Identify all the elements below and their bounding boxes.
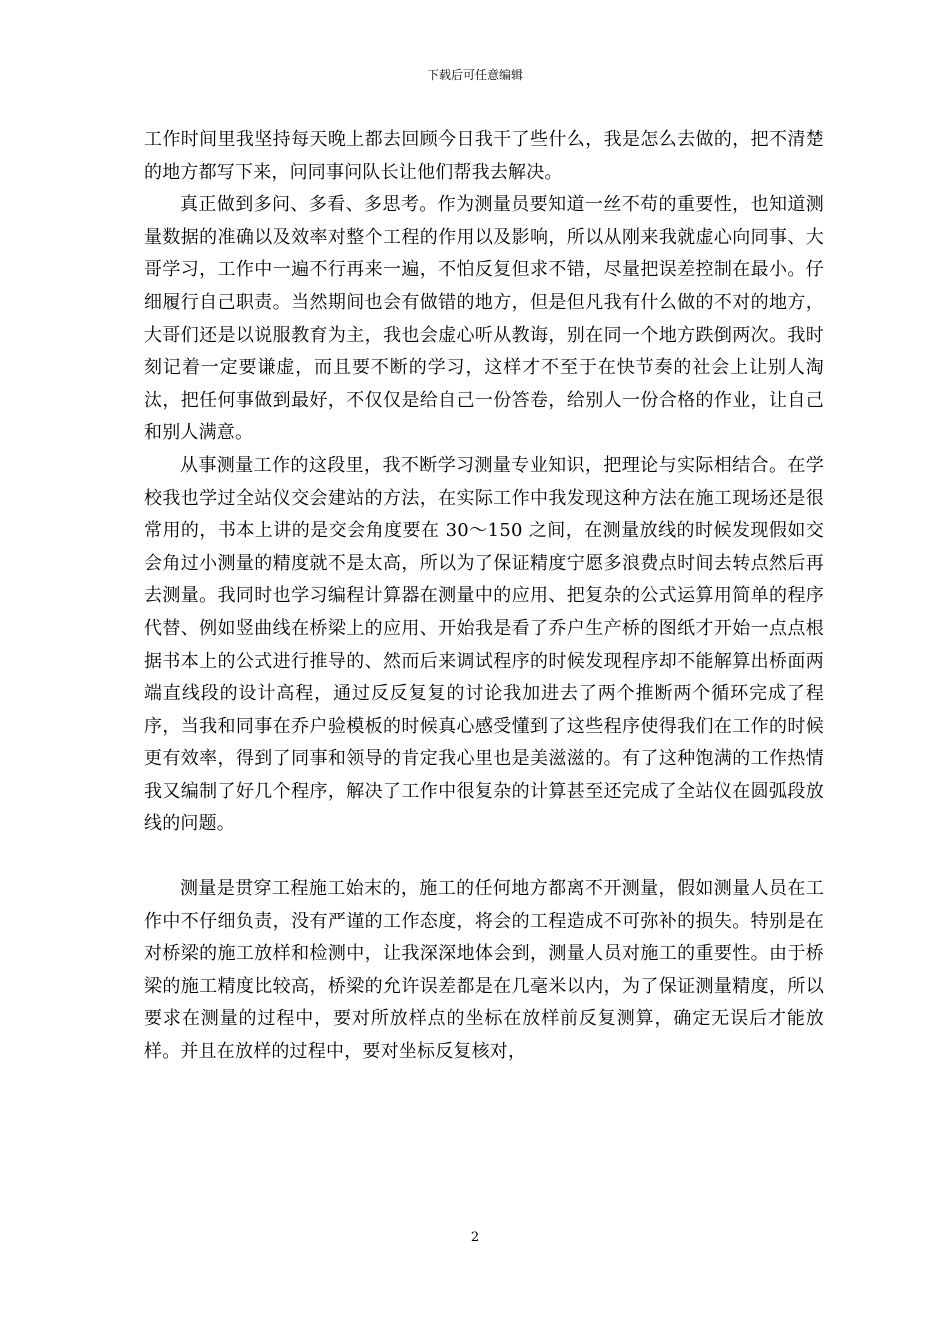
paragraph-gap [144,841,824,873]
page-header: 下载后可任意编辑 [426,68,523,82]
page-number: 2 [470,1230,480,1245]
document-body [144,124,824,1069]
paragraph-2: 真正做到多问、多看、多思考。作为测量员要知道一丝不苟的重要性，也知道测量数据的准确以及效率对整个工程的作用以及影响，所以从刚来我就虚心向同事、大哥学习，工作中一遍不行再来一遍，不怕反复但求不错，尽量把误差控制在最小。仔细履行自己职责。当然期间也会有做错的地方，但是但凡我有什么做的不对的地方，大哥们还是以说服教育为主，我也会虚心听从教诲，别在同一个地方跌倒两次。我时刻记着一定要谦虚，而且要不断的学习，这样才不至于在快节奏的社会上让别人淘汰，把任何事做到最好，不仅仅是给自己一份答卷，给别人一份合格的作业，让自己和别人满意。 [144,194,824,444]
paragraph-1: 工作时间里我坚持每天晚上都去回顾今日我干了些什么，我是怎么去做的，把不清楚的地方都写下来，问同事问队长让他们帮我去解决。 [144,129,824,183]
paragraph-4: 测量是贯穿工程施工始末的，施工的任何地方都离不开测量，假如测量人员在工作中不仔细负责，没有严谨的工作态度，将会的工程造成不可弥补的损失。特别是在对桥梁的施工放样和检测中，让我深深地体会到，测量人员对施工的重要性。由于桥梁的施工精度比较高，桥梁的允许误差都是在几毫米以内，为了保证测量精度，所以要求在测量的过程中，要对所放样点的坐标在放样前反复测算，确定无误后才能放样。并且在放样的过程中，要对坐标反复核对， [144,878,824,1063]
paragraph-3: 从事测量工作的这段里，我不断学习测量专业知识，把理论与实际相结合。在学校我也学过全站仪交会建站的方法，在实际工作中我发现这种方法在施工现场还是很常用的，书本上讲的是交会角度要在 30～150 之间，在测量放线的时候发现假如交会角过小测量的精度就不是太高，所以为了保证精度宁愿多浪费点时间去转点然后再去测量。我同时也学习编程计算器在测量中的应用、把复杂的公式运算用简单的程序代替、例如竖曲线在桥梁上的应用、开始我是看了乔户生产桥的图纸才开始一点点根据书本上的公式进行推导的、然而后来调试程序的时候发现程序却不能解算出桥面两端直线段的设计高程，通过反反复复的讨论我加进去了两个推断两个循环完成了程序，当我和同事在乔户验模板的时候真心感受懂到了这些程序使得我们在工作的时候更有效率，得到了同事和领导的肯定我心里也是美滋滋的。有了这种饱满的工作热情我又编制了好几个程序，解决了工作中很复杂的计算甚至还完成了全站仪在圆弧段放线的问题。 [144,454,824,835]
